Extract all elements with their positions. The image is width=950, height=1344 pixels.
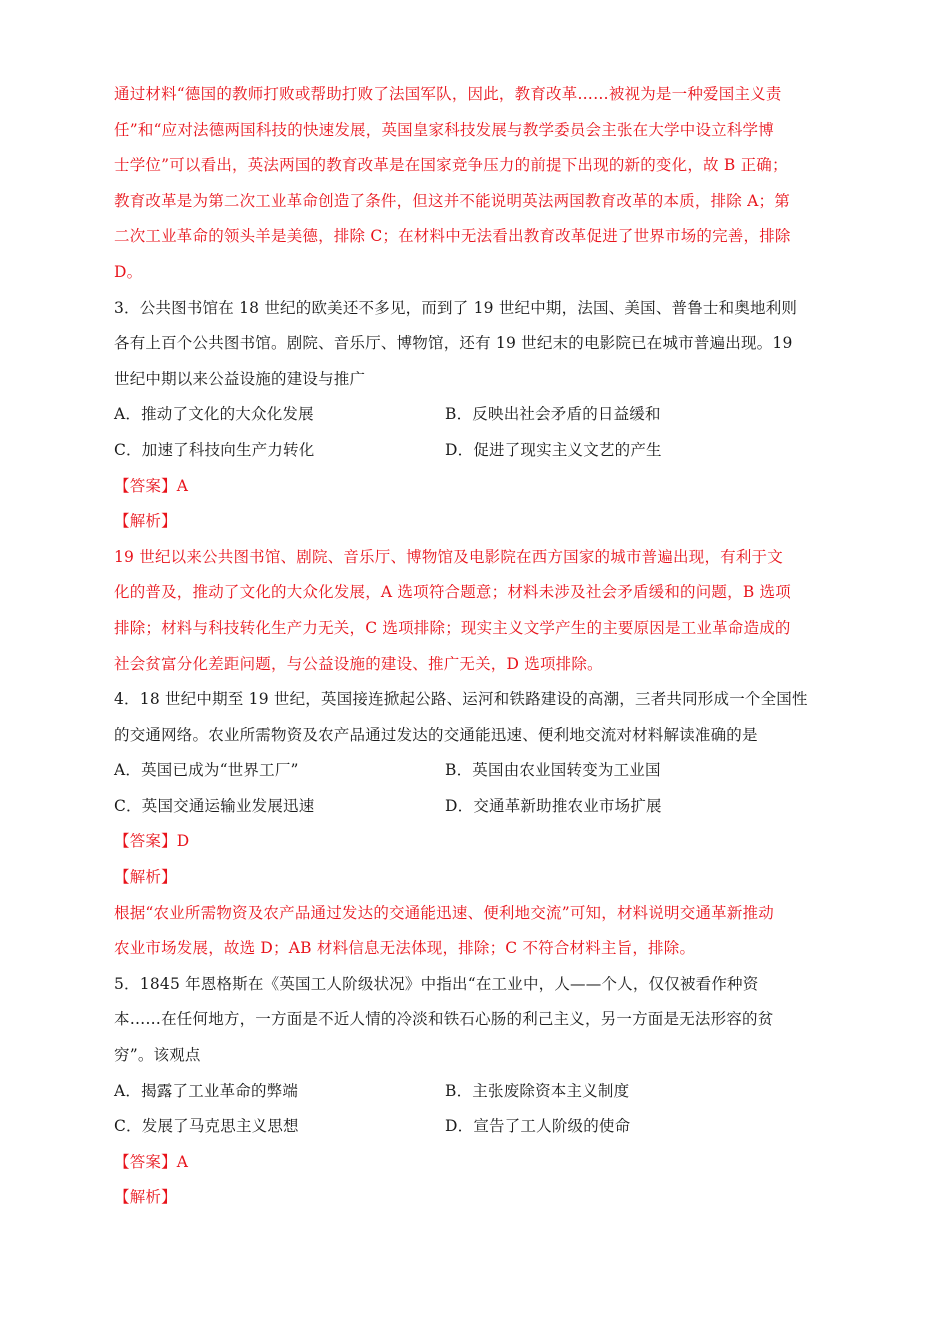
options-row bbox=[114, 1116, 838, 1136]
answer-label: 【答案】A bbox=[114, 1152, 189, 1171]
question-stem-line: 4．18 世纪中期至 19 世纪，英国接连掀起公路、运河和铁路建设的高潮，三者共同形成一个全国性 bbox=[114, 690, 808, 709]
explanation-line: 通过材料“德国的教师打败或帮助打败了法国军队，因此，教育改革……被视为是一种爱国主义责 bbox=[114, 85, 782, 103]
explanation-line: 教育改革是为第二次工业革命创造了条件，但这并不能说明英法两国教育改革的本质，排除 A；第 bbox=[114, 191, 790, 210]
q2-explanation bbox=[114, 84, 838, 282]
answer-label: 【答案】A bbox=[114, 476, 189, 495]
answer-label: 【答案】D bbox=[114, 832, 190, 851]
option-a: A．推动了文化的大众化发展 bbox=[114, 405, 314, 424]
question-stem-line: 本……在任何地方，一方面是不近人情的冷淡和铁石心肠的利己主义，另一方面是无法形容的贫 bbox=[114, 1010, 774, 1029]
question-stem-line: 3．公共图书馆在 18 世纪的欧美还不多见，而到了 19 世纪中期，法国、美国、普鲁士和奥地利则 bbox=[114, 298, 798, 317]
explanation-line: D。 bbox=[114, 262, 143, 281]
options-row bbox=[114, 1081, 838, 1101]
options-row bbox=[114, 404, 838, 424]
question-5 bbox=[114, 974, 838, 1208]
explanation-line: 二次工业革命的领头羊是美德，排除 C；在材料中无法看出教育改革促进了世界市场的完善，排除 bbox=[114, 227, 791, 246]
options-row bbox=[114, 796, 838, 816]
explanation-line: 社会贫富分化差距问题，与公益设施的建设、推广无关，D 选项排除。 bbox=[114, 654, 603, 673]
explanation-line: 19 世纪以来公共图书馆、剧院、音乐厅、博物馆及电影院在西方国家的城市普遍出现，有利于文 bbox=[114, 547, 783, 566]
option-b: B．反映出社会矛盾的日益缓和 bbox=[445, 405, 661, 424]
question-stem-line: 各有上百个公共图书馆。剧院、音乐厅、博物馆，还有 19 世纪末的电影院已在城市普遍出现。19 bbox=[114, 334, 793, 353]
analysis-label: 【解析】 bbox=[114, 512, 177, 531]
explanation-line: 士学位”可以看出，英法两国的教育改革是在国家竞争压力的前提下出现的新的变化，故 B 正确； bbox=[114, 156, 788, 175]
option-a: A．英国已成为“世界工厂” bbox=[114, 761, 299, 780]
analysis-label: 【解析】 bbox=[114, 868, 177, 887]
question-stem-line: 的交通网络。农业所需物资及农产品通过发达的交通能迅速、便利地交流对材料解读准确的是 bbox=[114, 725, 758, 744]
explanation-line: 农业市场发展，故选 D；AB 材料信息无法体现，排除；C 不符合材料主旨，排除。 bbox=[114, 939, 696, 958]
option-c: C．英国交通运输业发展迅速 bbox=[114, 796, 315, 815]
option-b: B．主张废除资本主义制度 bbox=[445, 1081, 630, 1100]
question-stem-line: 5．1845 年恩格斯在《英国工人阶级状况》中指出“在工业中，人——个人，仅仅被看作种资 bbox=[114, 974, 759, 993]
option-b: B．英国由农业国转变为工业国 bbox=[445, 761, 661, 780]
question-3 bbox=[114, 298, 838, 674]
explanation-line: 化的普及，推动了文化的大众化发展，A 选项符合题意；材料未涉及社会矛盾缓和的问题，B 选项 bbox=[114, 583, 791, 602]
question-4 bbox=[114, 689, 838, 958]
analysis-label: 【解析】 bbox=[114, 1188, 177, 1207]
options-row bbox=[114, 440, 838, 460]
explanation-line: 排除；材料与科技转化生产力无关，C 选项排除；现实主义文学产生的主要原因是工业革命造成的 bbox=[114, 618, 791, 637]
document-page bbox=[114, 84, 838, 1223]
explanation-line: 根据“农业所需物资及农产品通过发达的交通能迅速、便利地交流”可知，材料说明交通革新推动 bbox=[114, 903, 774, 922]
option-d: D．宣告了工人阶级的使命 bbox=[445, 1117, 631, 1136]
option-c: C．加速了科技向生产力转化 bbox=[114, 440, 315, 459]
option-a: A．揭露了工业革命的弊端 bbox=[114, 1081, 299, 1100]
option-c: C．发展了马克思主义思想 bbox=[114, 1117, 299, 1136]
option-d: D．交通革新助推农业市场扩展 bbox=[445, 796, 662, 815]
option-d: D．促进了现实主义文艺的产生 bbox=[445, 440, 662, 459]
question-stem-line: 穷”。该观点 bbox=[114, 1046, 201, 1065]
options-row bbox=[114, 760, 838, 780]
explanation-line: 任”和“应对法德两国科技的快速发展，英国皇家科技发展与教学委员会主张在大学中设立科学博 bbox=[114, 120, 774, 139]
question-stem-line: 世纪中期以来公益设施的建设与推广 bbox=[114, 369, 366, 388]
